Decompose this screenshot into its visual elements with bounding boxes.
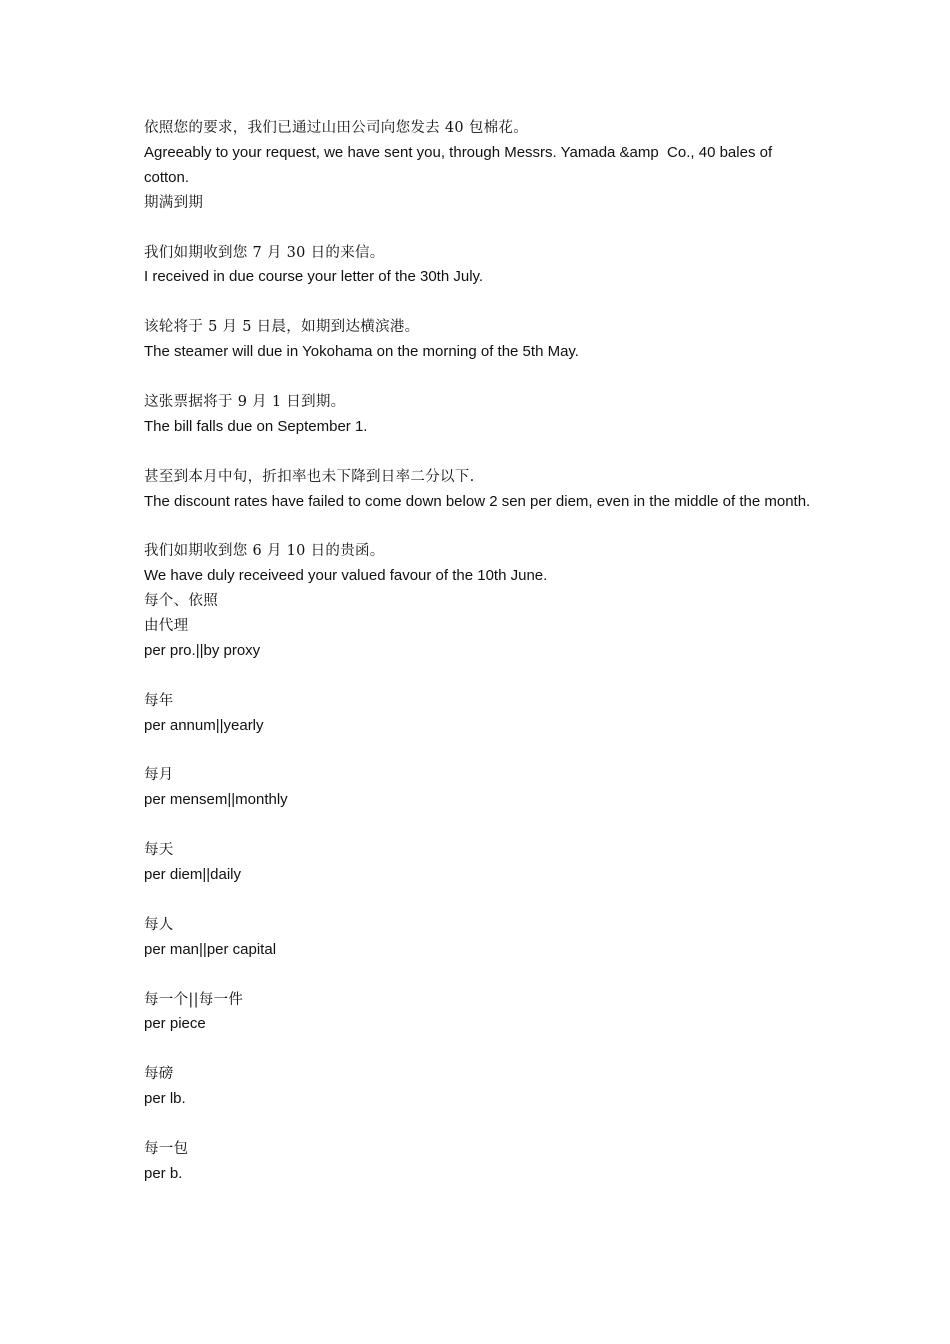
text-line-en: per mensem||monthly <box>144 791 288 809</box>
text-line-en: per diem||daily <box>144 866 242 884</box>
text-line-en: per pro.||by proxy <box>144 641 261 659</box>
text-line-zh: 每天 <box>144 842 174 859</box>
blank-line <box>144 739 820 764</box>
text-line-en: We have duly receiveed your valued favour of the 10th June. <box>144 567 548 585</box>
text-line-zh: 每人 <box>144 916 174 933</box>
text-line-en: I received in due course your letter of the 30th July. <box>144 268 484 286</box>
blank-line <box>144 365 820 390</box>
text-line-zh: 我们如期收到您 6 月 10 日的贵函。 <box>144 543 385 560</box>
text-line-en: Agreeably to your request, we have sent you, through Messrs. Yamada &amp Co., 40 bales of cotton. <box>144 143 777 186</box>
blank-line <box>144 1037 820 1062</box>
text-line-en: The discount rates have failed to come down below 2 sen per diem, even in the middle of the month. <box>144 492 811 510</box>
text-line-zh: 每一包 <box>144 1140 189 1157</box>
blank-line <box>144 514 820 539</box>
text-line-en: per annum||yearly <box>144 716 264 734</box>
text-line-zh: 每个、依照 <box>144 593 218 610</box>
text-line-en: The bill falls due on September 1. <box>144 417 368 435</box>
text-line-zh: 每磅 <box>144 1066 174 1083</box>
text-line-zh: 这张票据将于 9 月 1 日到期。 <box>144 393 346 410</box>
text-line-zh: 该轮将于 5 月 5 日晨，如期到达横滨港。 <box>144 319 420 336</box>
blank-line <box>144 290 820 315</box>
blank-line <box>144 664 820 689</box>
blank-line <box>144 216 820 241</box>
document-body <box>144 116 820 1187</box>
blank-line <box>144 813 820 838</box>
blank-line <box>144 440 820 465</box>
text-line-zh: 由代理 <box>144 618 189 635</box>
text-line-zh: 期满到期 <box>144 194 204 211</box>
text-line-zh: 每月 <box>144 767 174 784</box>
text-line-en: The steamer will due in Yokohama on the morning of the 5th May. <box>144 343 579 361</box>
text-line-zh: 依照您的要求，我们已通过山田公司向您发去 40 包棉花。 <box>144 120 529 136</box>
text-line-en: per lb. <box>144 1090 186 1108</box>
blank-line <box>144 963 820 988</box>
text-line-zh: 甚至到本月中旬，折扣率也未下降到日率二分以下. <box>144 468 475 485</box>
text-line-zh: 每一个||每一件 <box>144 991 244 1008</box>
text-line-en: per piece <box>144 1015 206 1033</box>
blank-line <box>144 888 820 913</box>
text-line-en: per b. <box>144 1164 183 1182</box>
text-line-en: per man||per capital <box>144 940 277 958</box>
text-line-zh: 每年 <box>144 692 174 709</box>
blank-line <box>144 1112 820 1137</box>
text-line-zh: 我们如期收到您 7 月 30 日的来信。 <box>144 244 385 261</box>
